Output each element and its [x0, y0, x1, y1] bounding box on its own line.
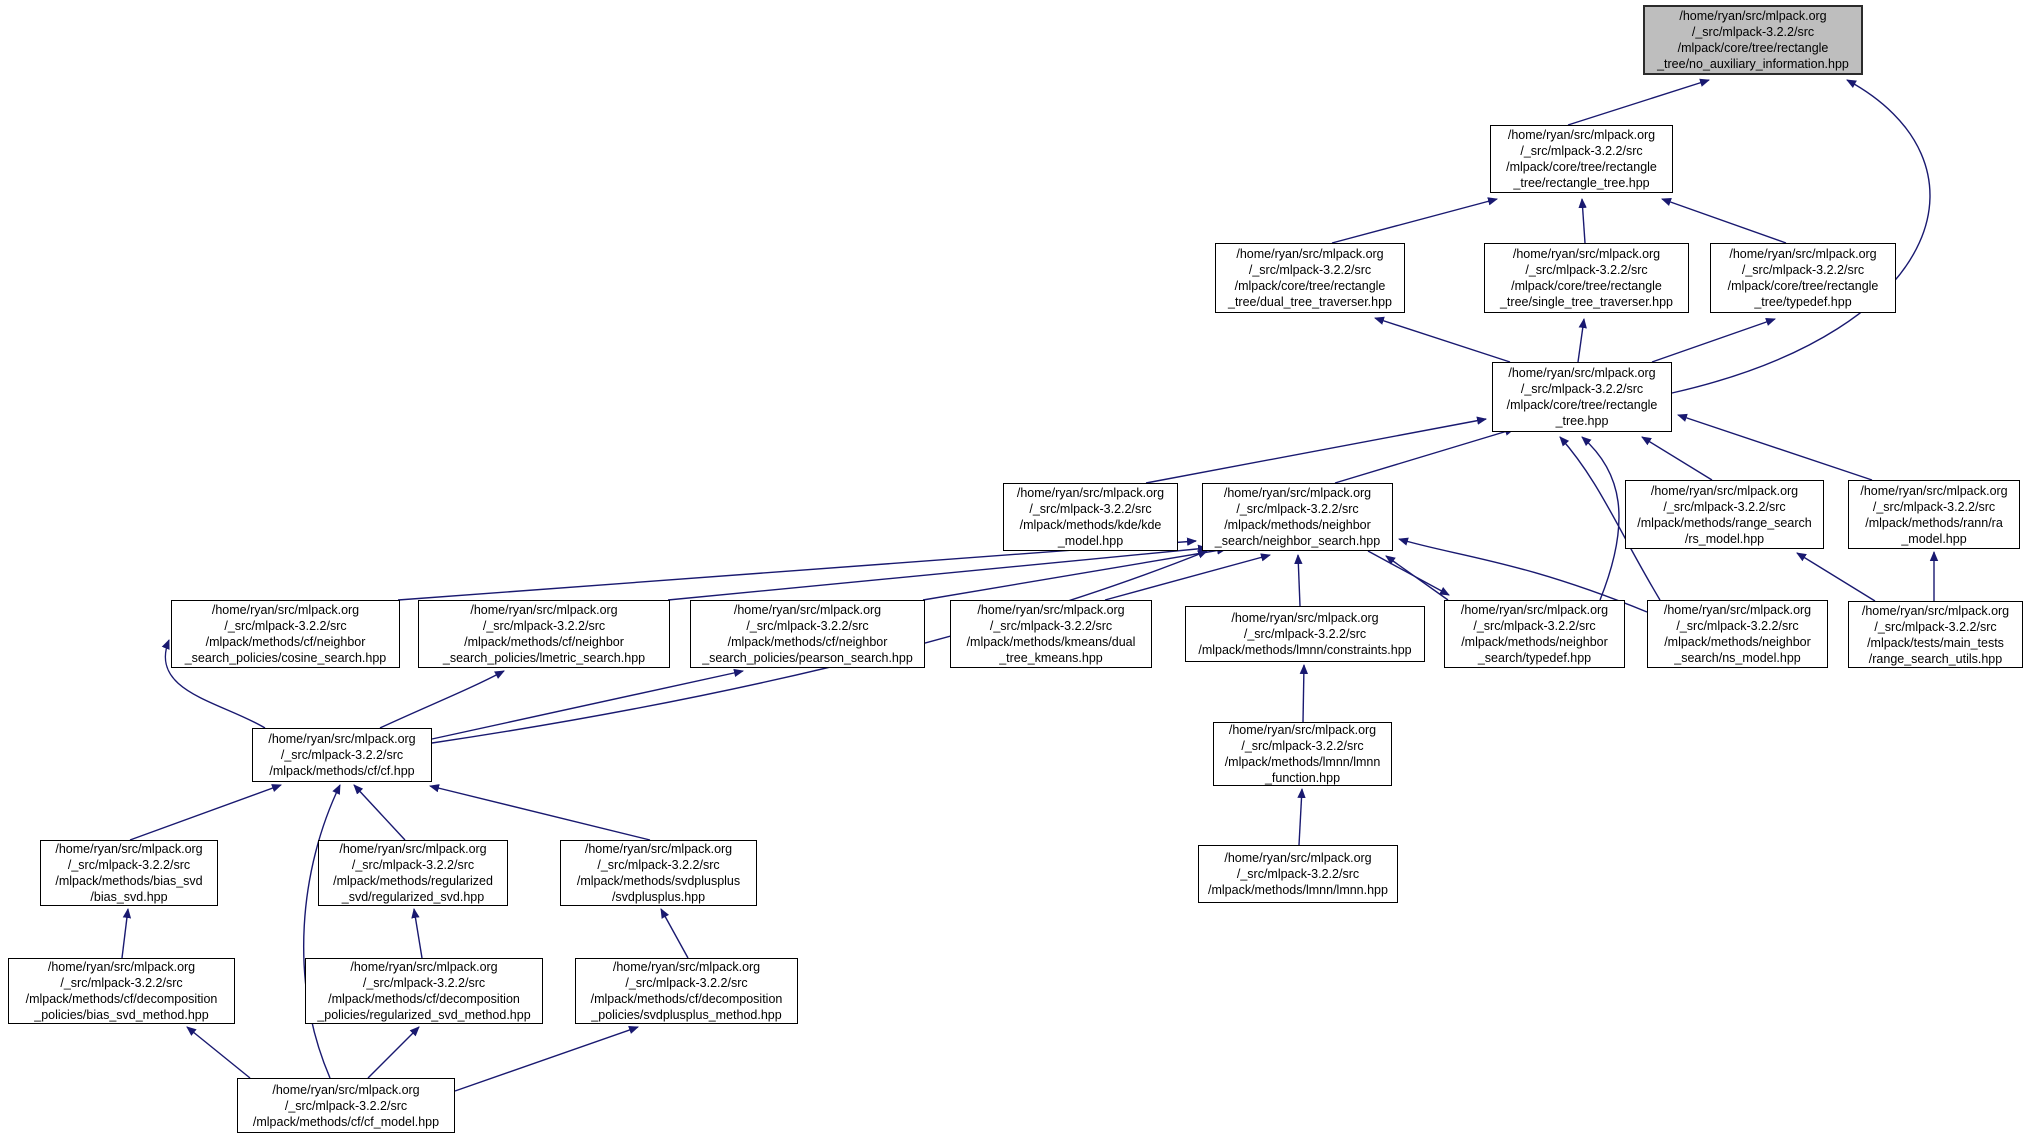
- node-path-line: /_src/mlpack-3.2.2/src: [60, 976, 183, 990]
- node-path-line: /_src/mlpack-3.2.2/src: [1243, 627, 1367, 641]
- node-path-line: /_src/mlpack-3.2.2/src: [1029, 502, 1152, 516]
- include-edge-rtree-to-single_tt: [1578, 319, 1584, 362]
- node-path-line: /home/ryan/src/mlpack.org: [1729, 247, 1877, 261]
- node-path-line: /mlpack/tests/main_tests: [1867, 635, 2004, 650]
- graph-node-cf_model[interactable]: [237, 1078, 455, 1133]
- graph-node-bias_svd[interactable]: [40, 840, 218, 906]
- node-path-line: _tree/single_tree_traverser.hpp: [1499, 295, 1674, 309]
- node-path-line: /home/ryan/src/mlpack.org: [211, 603, 360, 617]
- node-path-line: /mlpack/methods/lmnn/lmnn: [1224, 755, 1381, 769]
- node-path-line: _tree/typedef.hpp: [1754, 295, 1852, 309]
- graph-node-lmetric_search[interactable]: [418, 600, 670, 668]
- node-path-line: /mlpack/core/tree/rectangle: [1234, 279, 1386, 293]
- graph-node-kde_model[interactable]: [1003, 483, 1178, 551]
- node-path-line: /mlpack/methods/bias_svd: [55, 874, 203, 888]
- graph-node-rect_tree[interactable]: [1490, 125, 1673, 193]
- include-edge-neighbor_search-to-ns_typedef: [1368, 551, 1449, 595]
- node-path-line: /_src/mlpack-3.2.2/src: [1520, 144, 1643, 158]
- node-path-line: /home/ryan/src/mlpack.org: [1231, 611, 1379, 625]
- graph-node-typedef_rt[interactable]: [1710, 243, 1896, 313]
- include-edge-ns_typedef-to-rtree: [1582, 437, 1619, 600]
- node-path-line: /mlpack/methods/rann/ra: [1865, 515, 2003, 530]
- node-path-line: /_src/mlpack-3.2.2/src: [1872, 499, 1996, 514]
- node-path-line: /home/ryan/src/mlpack.org: [584, 842, 733, 856]
- node-path-line: /_src/mlpack-3.2.2/src: [224, 619, 347, 633]
- node-path-line: /_src/mlpack-3.2.2/src: [1741, 263, 1865, 277]
- graph-node-constraints[interactable]: [1185, 606, 1425, 662]
- include-edge-cf-to-pearson_search: [432, 671, 743, 739]
- node-path-line: /_src/mlpack-3.2.2/src: [1525, 263, 1648, 277]
- graph-node-no_aux[interactable]: [1643, 5, 1863, 75]
- node-path-line: /mlpack/methods/neighbor: [1664, 635, 1811, 649]
- node-path-line: /home/ryan/src/mlpack.org: [977, 603, 1125, 617]
- node-path-line: /mlpack/methods/cf/cf_model.hpp: [252, 1114, 440, 1129]
- node-path-line: /mlpack/methods/svdplusplus: [576, 874, 741, 888]
- include-edge-rtree-to-typedef_rt: [1652, 319, 1775, 362]
- node-path-line: /home/ryan/src/mlpack.org: [1224, 851, 1372, 865]
- node-path-line: _model.hpp: [1901, 531, 1967, 546]
- node-path-line: /home/ryan/src/mlpack.org: [1460, 603, 1609, 617]
- include-edge-cf_model-to-bias_svd_method: [187, 1027, 250, 1078]
- graph-node-svdplusplus[interactable]: [560, 840, 757, 906]
- node-path-line: /bias_svd.hpp: [90, 890, 168, 904]
- node-path-line: _search_policies/lmetric_search.hpp: [442, 651, 646, 665]
- node-path-line: _svd/regularized_svd.hpp: [341, 890, 485, 904]
- graph-node-dual_tt[interactable]: [1215, 243, 1405, 313]
- node-path-line: _search/neighbor_search.hpp: [1214, 534, 1381, 548]
- include-edge-regularized_svd_method-to-regularized_svd: [414, 909, 422, 958]
- graph-node-regularized_svd[interactable]: [318, 840, 508, 906]
- include-edge-cf_model-to-cf: [304, 785, 340, 1078]
- node-path-line: /range_search_utils.hpp: [1868, 651, 2003, 666]
- node-path-line: /_src/mlpack-3.2.2/src: [1473, 619, 1596, 633]
- graph-node-rtree[interactable]: [1492, 362, 1672, 432]
- node-path-line: _policies/svdplusplus_method.hpp: [591, 1008, 782, 1022]
- graph-node-regularized_svd_method[interactable]: [305, 958, 543, 1024]
- include-edge-rect_tree-to-no_aux: [1568, 80, 1709, 125]
- node-path-line: /mlpack/methods/lmnn/lmnn.hpp: [1208, 883, 1388, 897]
- node-path-line: /_src/mlpack-3.2.2/src: [1241, 739, 1364, 753]
- include-edge-bias_svd_method-to-bias_svd: [122, 909, 128, 958]
- node-path-line: /_src/mlpack-3.2.2/src: [597, 858, 720, 872]
- graph-node-bias_svd_method[interactable]: [8, 958, 235, 1024]
- graph-node-ra_model[interactable]: [1848, 480, 2020, 549]
- node-path-line: /mlpack/methods/cf/cf.hpp: [269, 764, 415, 778]
- node-path-line: /_src/mlpack-3.2.2/src: [625, 976, 748, 990]
- node-path-line: /svdplusplus.hpp: [611, 890, 706, 904]
- include-edge-cf_model-to-regularized_svd_method: [368, 1027, 419, 1078]
- node-path-line: _tree_kmeans.hpp: [999, 651, 1103, 665]
- include-edge-single_tt-to-rect_tree: [1582, 199, 1585, 243]
- graph-node-lmnn_function[interactable]: [1213, 722, 1392, 786]
- node-path-line: /home/ryan/src/mlpack.org: [1860, 483, 2008, 498]
- include-edge-svdplusplus_method-to-svdplusplus: [661, 909, 688, 958]
- node-path-line: /home/ryan/src/mlpack.org: [55, 842, 203, 856]
- node-path-line: /_src/mlpack-3.2.2/src: [989, 619, 1113, 633]
- node-path-line: /mlpack/core/tree/rectangle: [1677, 41, 1829, 55]
- node-path-line: _tree/dual_tree_traverser.hpp: [1228, 295, 1392, 309]
- node-path-line: /home/ryan/src/mlpack.org: [1236, 247, 1384, 261]
- node-path-line: /mlpack/methods/cf/neighbor: [205, 635, 366, 649]
- include-edge-neighbor_search-to-rtree: [1335, 429, 1514, 483]
- node-path-line: _search/ns_model.hpp: [1674, 651, 1801, 665]
- node-path-line: /mlpack/methods/range_search: [1637, 515, 1812, 530]
- node-path-line: /mlpack/core/tree/rectangle: [1511, 279, 1662, 293]
- include-edge-lmnn_function-to-constraints: [1303, 665, 1304, 722]
- node-path-line: _search/typedef.hpp: [1477, 651, 1592, 665]
- graph-node-cf[interactable]: [252, 728, 432, 782]
- node-path-line: _function.hpp: [1264, 771, 1341, 785]
- node-path-line: /mlpack/methods/lmnn/constraints.hpp: [1198, 643, 1412, 657]
- node-path-line: _search_policies/pearson_search.hpp: [702, 651, 913, 665]
- node-path-line: /home/ryan/src/mlpack.org: [470, 603, 618, 617]
- graph-node-range_search_utils[interactable]: [1848, 601, 2023, 668]
- node-path-line: /home/ryan/src/mlpack.org: [612, 960, 761, 974]
- node-path-line: /mlpack/methods/kde/kde: [1019, 518, 1162, 532]
- node-path-line: /home/ryan/src/mlpack.org: [268, 732, 416, 746]
- include-edge-lmnn-to-lmnn_function: [1299, 789, 1302, 845]
- node-path-line: /home/ryan/src/mlpack.org: [1512, 247, 1661, 261]
- node-path-line: /mlpack/core/tree/rectangle: [1506, 398, 1658, 412]
- node-path-line: /_src/mlpack-3.2.2/src: [1676, 619, 1799, 633]
- include-edge-svdplusplus-to-cf: [430, 786, 650, 840]
- node-path-line: /_src/mlpack-3.2.2/src: [284, 1098, 408, 1113]
- graph-node-svdplusplus_method[interactable]: [575, 958, 798, 1024]
- graph-node-dual_tree_kmeans[interactable]: [950, 600, 1152, 668]
- node-path-line: /home/ryan/src/mlpack.org: [1228, 723, 1377, 737]
- graph-node-neighbor_search[interactable]: [1202, 483, 1393, 551]
- node-path-line: _policies/bias_svd_method.hpp: [34, 1008, 209, 1022]
- graph-node-ns_model[interactable]: [1647, 600, 1828, 668]
- node-path-line: /_src/mlpack-3.2.2/src: [280, 748, 404, 762]
- node-path-line: /mlpack/methods/cf/neighbor: [727, 635, 888, 649]
- node-path-line: /_src/mlpack-3.2.2/src: [1236, 502, 1359, 516]
- include-edge-rtree-to-no_aux: [1672, 80, 1930, 393]
- node-path-line: /mlpack/methods/neighbor: [1224, 518, 1371, 532]
- graph-node-single_tt[interactable]: [1484, 243, 1689, 313]
- node-path-line: /rs_model.hpp: [1684, 531, 1765, 546]
- node-path-line: /mlpack/methods/regularized: [333, 874, 493, 888]
- node-path-line: /mlpack/methods/cf/decomposition: [590, 992, 783, 1006]
- node-path-line: /home/ryan/src/mlpack.org: [1508, 366, 1656, 380]
- node-path-line: /mlpack/core/tree/rectangle: [1506, 160, 1657, 174]
- include-edge-rs_model-to-rtree: [1642, 437, 1712, 480]
- include-edge-bias_svd-to-cf: [130, 785, 281, 840]
- node-path-line: /_src/mlpack-3.2.2/src: [482, 619, 606, 633]
- node-path-line: /_src/mlpack-3.2.2/src: [1248, 263, 1372, 277]
- node-path-line: /home/ryan/src/mlpack.org: [1663, 603, 1812, 617]
- node-path-line: _search_policies/cosine_search.hpp: [184, 651, 387, 665]
- node-path-line: /mlpack/methods/cf/decomposition: [328, 992, 520, 1006]
- node-path-line: /_src/mlpack-3.2.2/src: [362, 976, 486, 990]
- include-edge-dual_tree_kmeans-to-neighbor_search: [1105, 555, 1270, 600]
- node-path-line: _policies/regularized_svd_method.hpp: [317, 1008, 531, 1022]
- include-edge-pearson_search-to-neighbor_search: [923, 549, 1226, 600]
- node-path-line: /mlpack/core/tree/rectangle: [1727, 279, 1879, 293]
- node-path-line: /home/ryan/src/mlpack.org: [350, 960, 498, 974]
- node-path-line: _model.hpp: [1057, 534, 1124, 548]
- include-edge-ra_model-to-rtree: [1678, 415, 1872, 480]
- include-edge-kde_model-to-rtree: [1146, 419, 1486, 483]
- node-path-line: /home/ryan/src/mlpack.org: [1016, 486, 1165, 500]
- graph-node-pearson_search[interactable]: [690, 600, 925, 668]
- node-path-line: _tree/rectangle_tree.hpp: [1513, 176, 1650, 190]
- node-path-line: /home/ryan/src/mlpack.org: [1223, 486, 1372, 500]
- node-path-line: /mlpack/methods/neighbor: [1461, 635, 1608, 649]
- node-path-line: /home/ryan/src/mlpack.org: [1650, 483, 1799, 498]
- node-path-line: /_src/mlpack-3.2.2/src: [67, 858, 191, 872]
- graph-node-rs_model[interactable]: [1625, 480, 1824, 549]
- node-path-line: _tree.hpp: [1555, 414, 1609, 428]
- node-path-line: /_src/mlpack-3.2.2/src: [1663, 499, 1786, 514]
- node-path-line: /home/ryan/src/mlpack.org: [272, 1082, 420, 1097]
- include-edge-dual_tt-to-rect_tree: [1332, 199, 1497, 243]
- node-path-line: /home/ryan/src/mlpack.org: [1507, 128, 1656, 142]
- include-edge-constraints-to-neighbor_search: [1298, 555, 1300, 606]
- node-path-line: /_src/mlpack-3.2.2/src: [746, 619, 869, 633]
- node-path-line: /home/ryan/src/mlpack.org: [47, 960, 196, 974]
- node-path-line: /home/ryan/src/mlpack.org: [733, 603, 882, 617]
- node-path-line: /_src/mlpack-3.2.2/src: [1520, 382, 1644, 396]
- graph-node-cosine_search[interactable]: [171, 600, 400, 668]
- include-edge-range_search_utils-to-rs_model: [1797, 553, 1875, 601]
- node-path-line: _tree/no_auxiliary_information.hpp: [1657, 57, 1849, 71]
- include-edge-cf-to-lmetric_search: [380, 671, 504, 728]
- node-path-line: /mlpack/methods/cf/decomposition: [25, 992, 218, 1006]
- node-path-line: /_src/mlpack-3.2.2/src: [1236, 867, 1360, 881]
- graph-node-ns_typedef[interactable]: [1444, 600, 1625, 668]
- graph-node-lmnn[interactable]: [1198, 845, 1398, 903]
- node-path-line: /home/ryan/src/mlpack.org: [1679, 9, 1827, 23]
- node-path-line: /_src/mlpack-3.2.2/src: [351, 858, 475, 872]
- node-path-line: /home/ryan/src/mlpack.org: [339, 842, 487, 856]
- node-path-line: /mlpack/methods/cf/neighbor: [464, 635, 624, 649]
- include-edge-rtree-to-dual_tt: [1375, 318, 1510, 362]
- node-path-line: /_src/mlpack-3.2.2/src: [1691, 25, 1815, 39]
- node-path-line: /mlpack/methods/kmeans/dual: [966, 635, 1136, 649]
- node-path-line: /_src/mlpack-3.2.2/src: [1874, 619, 1997, 634]
- node-path-line: /home/ryan/src/mlpack.org: [1861, 603, 2010, 618]
- include-edge-cf_model-to-svdplusplus_method: [455, 1027, 638, 1091]
- include-edge-typedef_rt-to-rect_tree: [1662, 199, 1786, 243]
- include-edge-regularized_svd-to-cf: [354, 785, 405, 840]
